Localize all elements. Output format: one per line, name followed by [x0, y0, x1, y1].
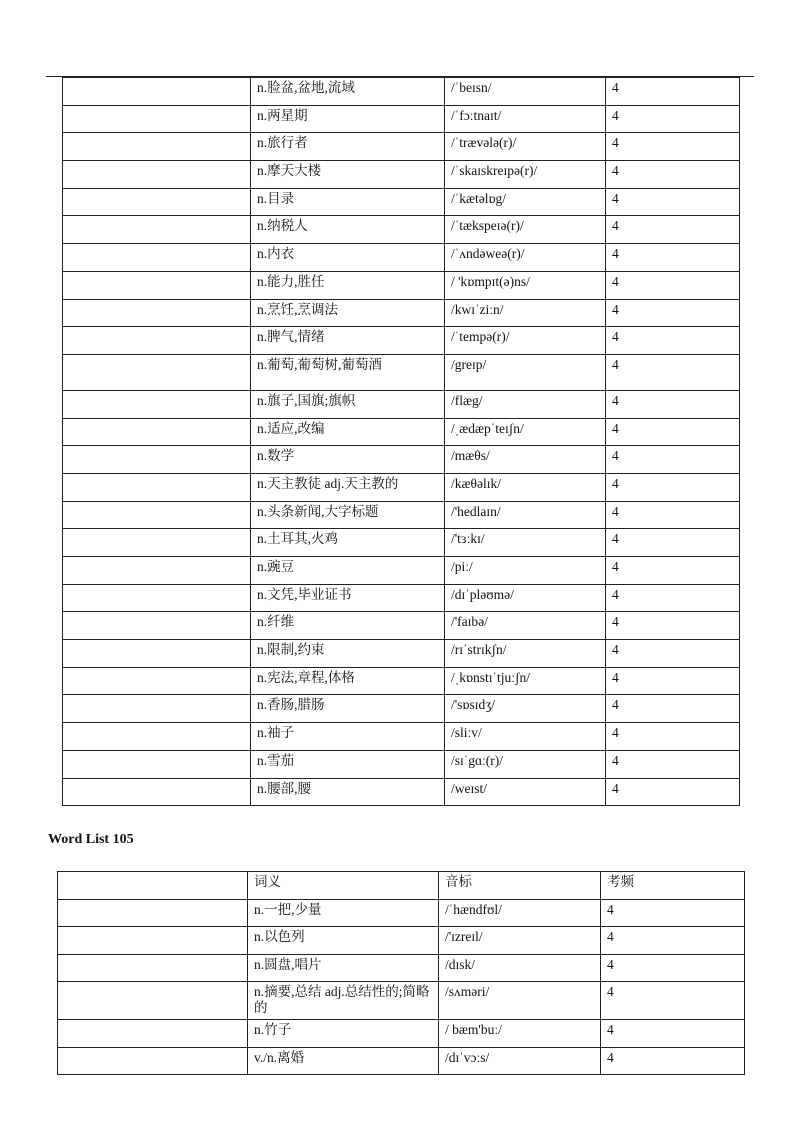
- phonetic-cell: /ˈtækspeɪə(r)/: [445, 216, 606, 244]
- meaning-cell: n.文凭,毕业证书: [251, 584, 445, 612]
- table-row: [63, 778, 740, 806]
- word-cell: [63, 244, 251, 272]
- frequency-cell: 4: [606, 418, 740, 446]
- table-row: [63, 78, 740, 106]
- meaning-cell: n.摘要,总结 adj.总结性的;简略的: [248, 982, 439, 1020]
- frequency-cell: 4: [601, 1020, 745, 1048]
- table-row: [63, 161, 740, 189]
- meaning-cell: n.旅行者: [251, 133, 445, 161]
- meaning-cell: n.目录: [251, 188, 445, 216]
- meaning-cell: n.摩天大楼: [251, 161, 445, 189]
- word-table-105-body: [58, 872, 745, 1075]
- word-cell: [63, 390, 251, 418]
- meaning-cell: n.豌豆: [251, 557, 445, 585]
- frequency-cell: 4: [606, 244, 740, 272]
- word-cell: [58, 954, 248, 982]
- meaning-cell: n.竹子: [248, 1020, 439, 1048]
- frequency-cell: 4: [606, 188, 740, 216]
- frequency-cell: 4: [606, 133, 740, 161]
- table-row: [58, 954, 745, 982]
- phonetic-cell: /'ɪzreɪl/: [439, 927, 601, 955]
- table-row: [63, 105, 740, 133]
- phonetic-cell: /ˌkɒnstɪˈtjuːʃn/: [445, 667, 606, 695]
- phonetic-cell: /'sɒsɪdʒ/: [445, 695, 606, 723]
- frequency-cell: 4: [606, 473, 740, 501]
- word-table-104-body: [63, 78, 740, 806]
- word-cell: [63, 161, 251, 189]
- meaning-cell: n.宪法,章程,体格: [251, 667, 445, 695]
- frequency-cell: 4: [601, 1047, 745, 1075]
- word-cell: [63, 557, 251, 585]
- word-cell: [58, 899, 248, 927]
- section-title: Word List 105: [48, 832, 134, 847]
- table-row: [63, 695, 740, 723]
- phonetic-cell: /weɪst/: [445, 778, 606, 806]
- frequency-cell: 4: [606, 271, 740, 299]
- word-cell: [63, 529, 251, 557]
- word-cell: [58, 982, 248, 1020]
- header-empty-cell: [58, 872, 248, 900]
- frequency-cell: 4: [606, 78, 740, 106]
- frequency-cell: 4: [601, 982, 745, 1020]
- frequency-cell: 4: [606, 778, 740, 806]
- word-cell: [63, 473, 251, 501]
- phonetic-cell: /greɪp/: [445, 354, 606, 390]
- meaning-cell: n.土耳其,火鸡: [251, 529, 445, 557]
- meaning-cell: n.纤维: [251, 612, 445, 640]
- phonetic-cell: /sliːv/: [445, 723, 606, 751]
- table-row: [63, 750, 740, 778]
- meaning-cell: n.限制,约束: [251, 640, 445, 668]
- meaning-cell: n.烹饪,烹调法: [251, 299, 445, 327]
- table-row: [63, 216, 740, 244]
- table-row: [63, 584, 740, 612]
- word-cell: [63, 133, 251, 161]
- table-header-row: [58, 872, 745, 900]
- phonetic-cell: /'hedlaɪn/: [445, 501, 606, 529]
- word-cell: [58, 1020, 248, 1048]
- table-row: [63, 244, 740, 272]
- table-row: [58, 982, 745, 1020]
- table-row: [63, 529, 740, 557]
- meaning-cell: n.纳税人: [251, 216, 445, 244]
- word-table-104: [62, 77, 740, 806]
- meaning-cell: n.葡萄,葡萄树,葡萄酒: [251, 354, 445, 390]
- meaning-cell: n.圆盘,唱片: [248, 954, 439, 982]
- frequency-cell: 4: [606, 584, 740, 612]
- meaning-cell: n.脸盆,盆地,流域: [251, 78, 445, 106]
- frequency-cell: 4: [606, 216, 740, 244]
- meaning-cell: n.袖子: [251, 723, 445, 751]
- phonetic-cell: /sɪˈgɑː(r)/: [445, 750, 606, 778]
- meaning-cell: n.以色列: [248, 927, 439, 955]
- header-phonetic: 音标: [439, 872, 601, 900]
- word-cell: [63, 584, 251, 612]
- meaning-cell: n.腰部,腰: [251, 778, 445, 806]
- frequency-cell: 4: [606, 390, 740, 418]
- meaning-cell: v./n.离婚: [248, 1047, 439, 1075]
- word-cell: [63, 750, 251, 778]
- frequency-cell: 4: [606, 161, 740, 189]
- table-row: [63, 473, 740, 501]
- frequency-cell: 4: [606, 750, 740, 778]
- header-frequency: 考频: [601, 872, 745, 900]
- meaning-cell: n.两星期: [251, 105, 445, 133]
- phonetic-cell: /ˈfɔːtnaɪt/: [445, 105, 606, 133]
- meaning-cell: n.脾气,情绪: [251, 327, 445, 355]
- frequency-cell: 4: [606, 723, 740, 751]
- phonetic-cell: /ˈkætəlɒg/: [445, 188, 606, 216]
- word-cell: [63, 105, 251, 133]
- frequency-cell: 4: [606, 501, 740, 529]
- word-cell: [63, 723, 251, 751]
- word-cell: [63, 271, 251, 299]
- table-row: [63, 271, 740, 299]
- table-row: [58, 899, 745, 927]
- table-row: [63, 501, 740, 529]
- meaning-cell: n.头条新闻,大字标题: [251, 501, 445, 529]
- word-cell: [63, 501, 251, 529]
- meaning-cell: n.雪茄: [251, 750, 445, 778]
- phonetic-cell: / 'kɒmpɪt(ə)ns/: [445, 271, 606, 299]
- frequency-cell: 4: [606, 695, 740, 723]
- phonetic-cell: /ˌædæpˈteɪʃn/: [445, 418, 606, 446]
- table-row: [63, 133, 740, 161]
- table-row: [63, 418, 740, 446]
- frequency-cell: 4: [601, 927, 745, 955]
- word-cell: [63, 299, 251, 327]
- phonetic-cell: /ˈskaɪskreɪpə(r)/: [445, 161, 606, 189]
- table-row: [63, 354, 740, 390]
- phonetic-cell: / bæm'buː/: [439, 1020, 601, 1048]
- phonetic-cell: /ˈʌndəweə(r)/: [445, 244, 606, 272]
- frequency-cell: 4: [606, 557, 740, 585]
- word-cell: [63, 327, 251, 355]
- phonetic-cell: /sʌməri/: [439, 982, 601, 1020]
- table-row: [63, 446, 740, 474]
- meaning-cell: n.香肠,腊肠: [251, 695, 445, 723]
- table-row: [63, 390, 740, 418]
- phonetic-cell: /ˈtrævələ(r)/: [445, 133, 606, 161]
- table-row: [63, 612, 740, 640]
- phonetic-cell: /'tɜːkɪ/: [445, 529, 606, 557]
- meaning-cell: n.数学: [251, 446, 445, 474]
- table-row: [63, 557, 740, 585]
- word-cell: [63, 188, 251, 216]
- phonetic-cell: /flæg/: [445, 390, 606, 418]
- word-cell: [63, 778, 251, 806]
- phonetic-cell: /dɪˈpləʊmə/: [445, 584, 606, 612]
- word-cell: [63, 612, 251, 640]
- word-cell: [63, 695, 251, 723]
- word-cell: [63, 667, 251, 695]
- meaning-cell: n.能力,胜任: [251, 271, 445, 299]
- phonetic-cell: /mæθs/: [445, 446, 606, 474]
- table-row: [63, 667, 740, 695]
- phonetic-cell: /ˈbeɪsn/: [445, 78, 606, 106]
- frequency-cell: 4: [601, 899, 745, 927]
- phonetic-cell: /kwɪˈziːn/: [445, 299, 606, 327]
- meaning-cell: n.内衣: [251, 244, 445, 272]
- phonetic-cell: /rɪˈstrɪkʃn/: [445, 640, 606, 668]
- table-row: [63, 327, 740, 355]
- word-cell: [58, 1047, 248, 1075]
- table-row: [58, 1020, 745, 1048]
- frequency-cell: 4: [606, 446, 740, 474]
- word-cell: [63, 216, 251, 244]
- phonetic-cell: /piː/: [445, 557, 606, 585]
- phonetic-cell: /kæθəlɪk/: [445, 473, 606, 501]
- frequency-cell: 4: [606, 612, 740, 640]
- table-row: [58, 927, 745, 955]
- frequency-cell: 4: [606, 667, 740, 695]
- table-row: [63, 723, 740, 751]
- word-cell: [63, 446, 251, 474]
- phonetic-cell: /ˈtempə(r)/: [445, 327, 606, 355]
- meaning-cell: n.天主教徒 adj.天主教的: [251, 473, 445, 501]
- phonetic-cell: /'faɪbə/: [445, 612, 606, 640]
- word-cell: [63, 78, 251, 106]
- frequency-cell: 4: [606, 529, 740, 557]
- frequency-cell: 4: [606, 105, 740, 133]
- meaning-cell: n.一把,少量: [248, 899, 439, 927]
- table-row: [63, 640, 740, 668]
- frequency-cell: 4: [606, 299, 740, 327]
- meaning-cell: n.适应,改编: [251, 418, 445, 446]
- phonetic-cell: /ˈhændfʊl/: [439, 899, 601, 927]
- word-cell: [63, 640, 251, 668]
- table-row: [63, 299, 740, 327]
- table-row: [63, 188, 740, 216]
- word-cell: [58, 927, 248, 955]
- phonetic-cell: /dɪsk/: [439, 954, 601, 982]
- phonetic-cell: /dɪˈvɔːs/: [439, 1047, 601, 1075]
- frequency-cell: 4: [606, 640, 740, 668]
- word-table-105: [57, 871, 745, 1075]
- meaning-cell: n.旗子,国旗;旗帜: [251, 390, 445, 418]
- frequency-cell: 4: [606, 354, 740, 390]
- frequency-cell: 4: [606, 327, 740, 355]
- frequency-cell: 4: [601, 954, 745, 982]
- table-row: [58, 1047, 745, 1075]
- header-meaning: 词义: [248, 872, 439, 900]
- word-cell: [63, 418, 251, 446]
- word-cell: [63, 354, 251, 390]
